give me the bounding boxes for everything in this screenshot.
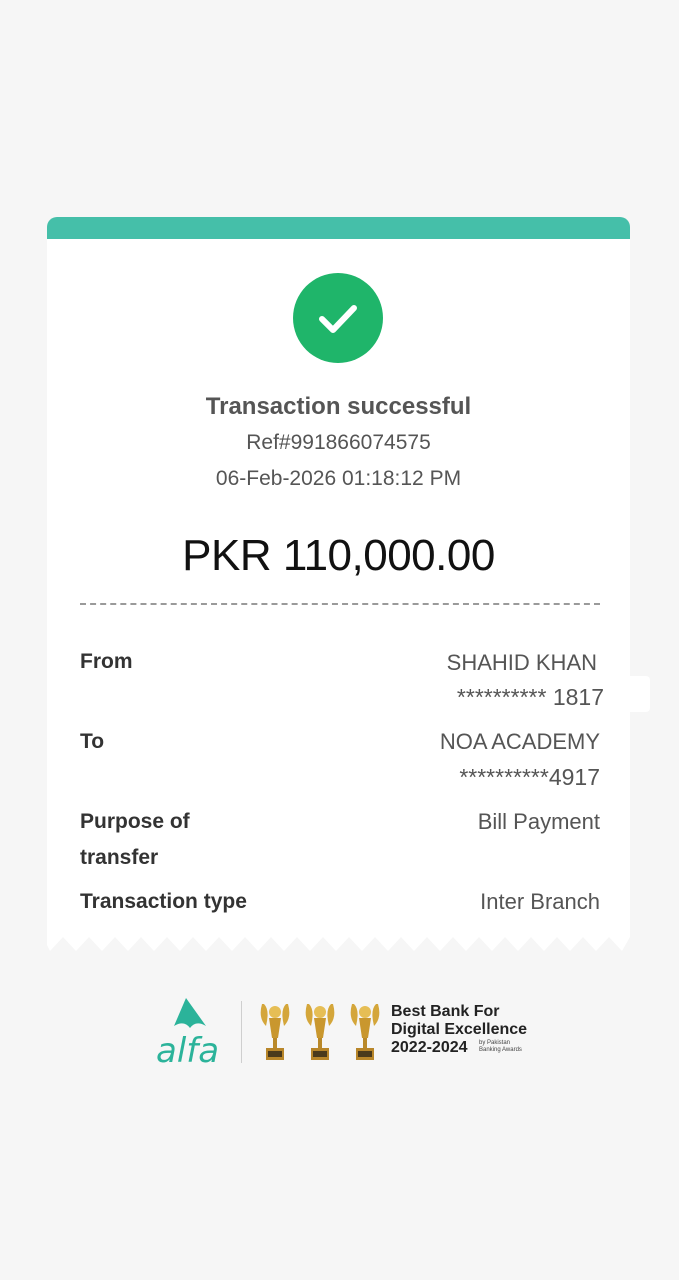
purpose-label-line2: transfer xyxy=(80,846,159,869)
from-account: ********** 1817 xyxy=(456,684,604,710)
alfa-logo xyxy=(156,996,228,1066)
receipt-header-bar xyxy=(47,217,630,241)
award-source-line1: by Pakistan xyxy=(479,1040,511,1046)
to-name: NOA ACADEMY xyxy=(439,729,600,754)
purpose-label-line1: Purpose of xyxy=(80,810,190,833)
transaction-reference: Ref#991866074575 xyxy=(246,431,431,454)
transaction-type-value: Inter Branch xyxy=(480,889,600,914)
trophy-icon xyxy=(256,1000,294,1062)
trophy-icon xyxy=(346,1000,384,1062)
trophy-icon xyxy=(301,1000,339,1062)
footer-separator xyxy=(241,1001,242,1063)
transaction-amount: PKR 110,000.00 xyxy=(182,531,495,580)
award-line3: 2022-2024 xyxy=(391,1039,468,1056)
success-check-icon xyxy=(293,273,383,363)
transaction-status-title: Transaction successful xyxy=(205,393,472,420)
award-line1: Best Bank For xyxy=(391,1003,500,1020)
to-account: **********4917 xyxy=(459,764,600,790)
award-source xyxy=(479,1040,522,1054)
dashed-divider xyxy=(80,603,600,605)
award-line2: Digital Excellence xyxy=(391,1021,528,1038)
award-source-line2: Banking Awards xyxy=(479,1047,522,1053)
from-label: From xyxy=(80,650,133,673)
receipt-zigzag-edge xyxy=(47,929,630,951)
purpose-value: Bill Payment xyxy=(477,809,600,834)
receipt-side-tab xyxy=(630,676,650,712)
transaction-datetime: 06-Feb-2026 01:18:12 PM xyxy=(215,467,462,490)
transaction-type-label: Transaction type xyxy=(80,890,247,913)
from-name: SHAHID KHAN xyxy=(446,650,597,675)
to-label: To xyxy=(80,730,105,753)
check-icon xyxy=(293,273,383,363)
svg-text:alfa: alfa xyxy=(156,1031,220,1066)
